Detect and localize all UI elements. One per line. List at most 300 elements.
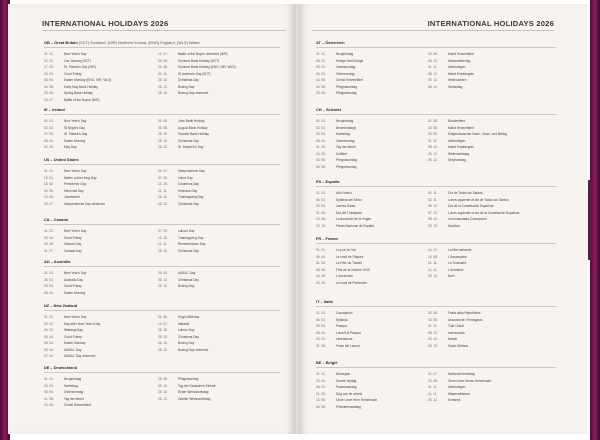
- holiday-date: 03. 04.: [44, 235, 54, 240]
- holiday-name: Weihnachtstag: [448, 151, 470, 156]
- holiday-name: Karfreitag: [336, 132, 350, 136]
- holiday-date: 25. 05.: [316, 280, 326, 285]
- holiday-date: 07. 09.: [158, 175, 168, 180]
- holiday-row: [44, 290, 86, 297]
- holiday-date: 01. 05.: [316, 210, 326, 215]
- holiday-name: Thanksgiving Day: [178, 235, 204, 240]
- holiday-name: Christmas Day: [178, 201, 199, 206]
- holiday-date: 06. 04.: [316, 385, 326, 389]
- holiday-date: 02. 01.: [44, 321, 54, 326]
- holiday-name: Goede Vrijdag: [336, 378, 357, 383]
- holiday-date: 08. 12.: [428, 217, 438, 221]
- holiday-name: Remembrance Day: [178, 242, 206, 246]
- holiday-name: August Bank Holiday: [178, 125, 208, 130]
- holiday-name: Paasmaandag: [336, 385, 357, 389]
- holiday-row: [158, 248, 205, 255]
- holiday-name: Juneteenth: [64, 195, 80, 199]
- holiday-date: 03. 08.: [158, 58, 168, 63]
- country-heading: [316, 236, 556, 242]
- holiday-name: Canada Day: [64, 248, 82, 253]
- holiday-date: 06. 04.: [44, 290, 54, 295]
- holiday-date: 24. 05.: [316, 158, 326, 162]
- holiday-date: 01. 11.: [428, 138, 438, 143]
- holiday-date: 28. 12.: [158, 91, 168, 95]
- country-section: [316, 107, 556, 170]
- holiday-date: 02. 01.: [44, 58, 54, 63]
- holiday-date: 06. 12.: [428, 204, 438, 208]
- holiday-name: Liberazione: [336, 337, 353, 341]
- holiday-name: Boxing Day observed: [178, 347, 209, 352]
- holiday-row: [316, 404, 377, 411]
- holiday-name: ANZAC Day: [178, 271, 196, 275]
- holiday-name: Nationalfeiertag: [448, 58, 471, 63]
- country-heading: [316, 107, 556, 113]
- holiday-name: Labor Day: [178, 175, 193, 180]
- holiday-name: Erster Weihnachtstag: [178, 390, 209, 394]
- holiday-columns: [316, 371, 556, 410]
- holiday-name: Day after New Year's Day: [64, 321, 101, 326]
- holiday-name: Christi Himmelfahrt: [336, 78, 364, 82]
- holiday-name: La Inmaculada Concepción: [448, 217, 487, 221]
- holiday-name: October Bank Holiday: [178, 132, 210, 136]
- holiday-date: 19. 06.: [44, 195, 54, 199]
- holiday-date: 11. 11.: [428, 391, 438, 396]
- holiday-name: Neujahrstag: [336, 52, 354, 56]
- holiday-name: Immacolata: [448, 330, 465, 335]
- country-heading: [44, 303, 280, 309]
- holiday-row: [316, 280, 370, 287]
- holiday-date: 01. 06.: [158, 119, 168, 123]
- holiday-columns: [44, 228, 280, 254]
- holiday-date: 01. 06.: [158, 315, 168, 319]
- left-page: [8, 4, 296, 434]
- holiday-date: 07. 12.: [428, 210, 438, 215]
- holiday-date: 05. 04.: [44, 390, 54, 394]
- country-name: AT – Österreich: [316, 40, 345, 45]
- holiday-name: Pfingstmontag: [336, 164, 357, 169]
- holiday-name: Ostersonntag: [336, 65, 356, 69]
- holiday-date: 24. 05.: [316, 84, 326, 89]
- holiday-date: 25. 05.: [316, 164, 326, 169]
- country-name: IE – Ireland: [44, 107, 65, 112]
- holiday-row: [428, 397, 491, 404]
- holiday-name: St. Stephen's Day: [178, 145, 204, 149]
- holiday-row: [158, 144, 209, 151]
- holiday-name: Christmas Day: [178, 277, 199, 282]
- holiday-name: Boxing Day: [178, 341, 195, 345]
- holiday-name: Memorial Day: [64, 188, 84, 193]
- holiday-name: Auffahrt: [336, 151, 348, 156]
- holiday-name: La Toussaint: [448, 261, 466, 265]
- holiday-row: [44, 248, 86, 255]
- holiday-name: Easter Monday (ENG, NIR, WLS): [64, 78, 112, 82]
- holiday-date: 04. 05.: [44, 145, 54, 149]
- holiday-date: 01. 01.: [44, 271, 54, 275]
- holiday-date: 01. 05.: [316, 261, 326, 265]
- holiday-date: 08. 12.: [428, 330, 438, 335]
- holiday-date: 01. 01.: [316, 311, 326, 315]
- holiday-date: 13. 07.: [44, 97, 54, 102]
- country-heading: [316, 40, 556, 46]
- holiday-row: [428, 343, 483, 350]
- holiday-date: 01. 01.: [316, 248, 326, 252]
- holiday-row: [316, 223, 374, 230]
- holiday-date: 01. 07.: [44, 248, 54, 253]
- country-heading: [44, 365, 280, 371]
- holiday-date: 18. 05.: [44, 242, 54, 246]
- section-rule: [316, 306, 556, 307]
- holiday-name: Zweiter Weihnachtstag: [178, 396, 211, 401]
- holiday-date: 02. 11.: [428, 197, 438, 202]
- holiday-name: Nieuwjaar: [336, 372, 351, 376]
- holiday-date: 01. 01.: [316, 191, 326, 195]
- holiday-date: 06. 01.: [316, 317, 326, 322]
- holiday-name: Labour Day: [178, 229, 195, 233]
- country-section: [44, 365, 280, 409]
- title-rule: [42, 30, 286, 31]
- country-name: GB – Great Britain: [44, 40, 78, 45]
- holiday-name: Epifania: [336, 317, 348, 322]
- holiday-name: Boxing Day: [178, 284, 195, 288]
- right-page: [298, 4, 588, 434]
- holiday-row: [316, 90, 363, 97]
- holiday-name: Onze Lieve Vrouw Hemelvaart: [448, 378, 492, 383]
- holiday-date: 01. 11.: [428, 385, 438, 389]
- holiday-name: Día de la Constitución Española: [448, 204, 494, 208]
- holiday-row: [316, 164, 357, 171]
- country-section: [44, 107, 280, 151]
- holiday-row: [316, 343, 361, 350]
- holiday-name: Mariä Himmelfahrt: [448, 125, 475, 130]
- holiday-date: 02. 01.: [316, 125, 326, 130]
- holiday-column: [158, 118, 209, 151]
- holiday-date: 26. 12.: [158, 396, 168, 401]
- holiday-date: 03. 08.: [158, 125, 168, 130]
- holiday-date: 04. 05.: [44, 84, 54, 89]
- holiday-date: 01. 01.: [44, 119, 54, 123]
- holiday-name: Easter Monday: [64, 290, 86, 295]
- holiday-row: [44, 144, 87, 151]
- holiday-name: Lunedì di Pasqua: [336, 330, 361, 335]
- holiday-date: 25. 12.: [158, 248, 168, 253]
- holiday-date: 15. 08.: [428, 378, 438, 383]
- holiday-name: St Andrew's Day (SCT): [178, 71, 211, 76]
- section-rule: [44, 372, 280, 373]
- region-note: (SCT) Scotland, (NIR) Northern Ireland, (ENG) England, (WLS) Wales: [78, 40, 200, 45]
- country-heading: [316, 179, 556, 185]
- holiday-date: 03. 07.: [44, 201, 54, 206]
- holiday-date: 01. 01.: [316, 119, 326, 123]
- holiday-date: 25. 12.: [428, 398, 438, 402]
- holiday-name: Assunzione / Ferragosto: [448, 317, 483, 322]
- holiday-date: 01. 01.: [44, 52, 54, 56]
- holiday-date: 25. 05.: [158, 377, 168, 381]
- holiday-name: Allerheiligen: [448, 65, 466, 69]
- section-rule: [44, 224, 280, 225]
- country-section: [44, 157, 280, 207]
- holiday-name: Eidgenössischer Dank-, Buss- und Bettag: [448, 132, 507, 136]
- holiday-name: Bundesfeier: [448, 119, 466, 123]
- holiday-date: 14. 05.: [316, 151, 326, 156]
- holiday-name: Neujahrstag: [336, 119, 354, 123]
- holiday-row: [44, 353, 100, 360]
- country-section: [316, 179, 556, 229]
- holiday-name: La fête nationale: [448, 248, 472, 252]
- country-name: BE – België: [316, 360, 338, 365]
- holiday-date: 11. 11.: [158, 188, 168, 193]
- holiday-date: 03. 10.: [158, 383, 168, 388]
- holiday-date: 01. 11.: [428, 324, 438, 328]
- country-section: [316, 40, 556, 97]
- holiday-date: 01. 08.: [428, 119, 438, 123]
- holiday-date: 02. 06.: [428, 311, 438, 315]
- holiday-name: Veterans Day: [178, 188, 198, 193]
- holiday-name: Waitangi Day: [64, 328, 83, 332]
- holiday-name: Nationale feestdag: [448, 372, 475, 376]
- holiday-name: Mariä Empfängnis: [448, 71, 474, 76]
- holiday-name: Spring Bank Holiday: [64, 91, 93, 95]
- holiday-date: 04. 07.: [158, 169, 168, 173]
- holiday-date: 16. 02.: [44, 182, 54, 186]
- holiday-column: [316, 118, 357, 170]
- holiday-date: 12. 07.: [158, 52, 168, 56]
- holiday-name: Ostersonntag: [64, 390, 84, 394]
- holiday-date: 01. 01.: [316, 372, 326, 376]
- holiday-columns: [44, 118, 280, 151]
- holiday-date: 01. 05.: [44, 396, 54, 401]
- holiday-row: [158, 396, 215, 403]
- holiday-date: 19. 01.: [44, 175, 54, 180]
- country-name: IT – Italia: [316, 299, 333, 304]
- holiday-date: 25. 12.: [158, 78, 168, 82]
- holiday-name: Martin Luther King Day: [64, 175, 97, 180]
- holiday-name: Early May Bank Holiday: [64, 84, 98, 89]
- holiday-date: 26. 12.: [158, 341, 168, 345]
- holiday-date: 25. 12.: [428, 223, 438, 228]
- holiday-date: 03. 04.: [44, 71, 54, 76]
- holiday-date: 01. 05.: [316, 391, 326, 396]
- holiday-date: 06. 04.: [316, 138, 326, 143]
- holiday-name: Navidad: [448, 223, 460, 228]
- holiday-name: Le lundi de Pentecôte: [336, 280, 367, 285]
- holiday-date: 06. 04.: [316, 71, 326, 76]
- holiday-columns: [44, 314, 280, 360]
- holiday-date: 02. 02.: [44, 125, 54, 130]
- holiday-date: 01. 01.: [44, 229, 54, 233]
- holiday-name: Battle of the Boyne observed (NIR): [178, 52, 228, 56]
- holiday-name: Pasqua: [336, 324, 347, 328]
- holiday-name: Boxing Day observed: [178, 91, 209, 95]
- country-heading: [316, 299, 556, 305]
- holiday-column: [158, 228, 205, 254]
- holiday-name: Good Friday: [64, 235, 82, 240]
- page-title: INTERNATIONAL HOLIDAYS 2026: [42, 19, 169, 28]
- holiday-column: [158, 376, 215, 402]
- holiday-column: [158, 168, 205, 207]
- holiday-date: 25. 12.: [428, 274, 438, 278]
- holiday-name: New Year's Day: [64, 169, 87, 173]
- holiday-column: [44, 228, 86, 254]
- holiday-date: 21. 07.: [428, 372, 438, 376]
- holiday-date: 25. 12.: [158, 390, 168, 394]
- holiday-column: [428, 371, 491, 404]
- holiday-date: 01. 11.: [428, 65, 438, 69]
- holiday-date: 06. 04.: [316, 254, 326, 259]
- section-rule: [316, 186, 556, 187]
- country-section: [44, 40, 280, 103]
- holiday-date: 08. 05.: [316, 267, 326, 272]
- holiday-row: [428, 223, 519, 230]
- holiday-date: 15. 08.: [316, 217, 326, 221]
- holiday-name: Easter Monday: [64, 341, 86, 345]
- holiday-date: 12. 10.: [158, 182, 168, 186]
- holiday-date: 07. 09.: [158, 229, 168, 233]
- holiday-column: [428, 51, 474, 90]
- holiday-date: 15. 08.: [428, 52, 438, 56]
- holiday-name: Christmas Day: [178, 248, 199, 253]
- holiday-date: 25. 04.: [158, 271, 168, 275]
- holiday-date: 26. 10.: [158, 328, 168, 332]
- holiday-name: New Year's Day: [64, 271, 87, 275]
- holiday-date: 25. 12.: [428, 78, 438, 82]
- holiday-date: 26. 11.: [158, 195, 168, 199]
- holiday-name: Tutti i Santi: [448, 324, 464, 328]
- holiday-name: Tag der Arbeit: [336, 145, 356, 149]
- holiday-name: New Year's Day: [64, 229, 87, 233]
- holiday-name: Kerstmis: [448, 398, 461, 402]
- section-rule: [44, 114, 280, 115]
- holiday-name: Karfreitag: [64, 383, 78, 388]
- holiday-name: Santo Stefano: [448, 343, 469, 348]
- holiday-column: [158, 270, 199, 290]
- holiday-date: 01. 01.: [44, 315, 54, 319]
- country-name: CH – Schweiz: [316, 107, 342, 112]
- holiday-name: Summer Bank Holiday (SCT): [178, 58, 220, 63]
- holiday-name: Pinkstermaandag: [336, 404, 361, 409]
- country-section: [316, 360, 556, 410]
- holiday-date: 11. 11.: [158, 242, 168, 246]
- holiday-date: 08. 12.: [428, 145, 438, 149]
- holiday-name: Mariä Empfängnis: [448, 145, 474, 149]
- holiday-name: Presidents' Day: [64, 182, 87, 186]
- holiday-date: 05. 04.: [316, 65, 326, 69]
- holiday-date: 14. 05.: [316, 398, 326, 402]
- holiday-date: 06. 04.: [44, 341, 54, 345]
- holiday-name: Stefanitag: [448, 84, 463, 89]
- section-rule: [44, 310, 280, 311]
- holiday-name: L'Ascension: [336, 274, 354, 278]
- section-rule: [316, 114, 556, 115]
- holiday-columns: [44, 168, 280, 207]
- section-rule: [44, 164, 280, 165]
- holiday-columns: [44, 51, 280, 103]
- holiday-name: La Asunción de la Virgen: [336, 217, 372, 221]
- holiday-name: Mariä Himmelfahrt: [448, 52, 475, 56]
- section-rule: [44, 266, 280, 267]
- holiday-date: 01. 01.: [316, 52, 326, 56]
- holiday-name: St. Patrick's Day (NIR): [64, 65, 96, 69]
- holiday-column: [44, 376, 91, 409]
- holiday-column: [316, 371, 377, 410]
- holiday-name: Día de Todos los Santos: [448, 191, 483, 195]
- holiday-name: King's Birthday: [178, 315, 200, 319]
- country-name: NZ – New Zealand: [44, 303, 78, 308]
- page-title: INTERNATIONAL HOLIDAYS 2026: [427, 19, 554, 28]
- holiday-name: Ostermontag: [336, 138, 355, 143]
- holiday-date: 14. 05.: [44, 403, 54, 407]
- holiday-date: 15. 08.: [428, 125, 438, 130]
- holiday-name: Columbus Day: [178, 182, 199, 186]
- holiday-name: Neujahrstag: [64, 377, 82, 381]
- holiday-date: 26. 01.: [44, 277, 54, 282]
- holiday-date: 01. 05.: [316, 145, 326, 149]
- holiday-name: ANZAC Day: [64, 347, 82, 352]
- country-section: [316, 299, 556, 349]
- holiday-date: 25. 05.: [44, 188, 54, 193]
- holiday-name: Allerheiligen: [448, 385, 466, 389]
- holiday-columns: [316, 118, 556, 170]
- holiday-name: Pfingstmontag: [178, 377, 199, 381]
- holiday-name: Victoria Day: [64, 242, 82, 246]
- holiday-column: [44, 314, 100, 360]
- holiday-name: Easter Monday: [64, 138, 86, 143]
- holiday-date: 01. 11.: [428, 191, 438, 195]
- holiday-date: 25. 05.: [316, 404, 326, 409]
- holiday-date: 27. 04.: [44, 354, 54, 358]
- section-rule: [316, 243, 556, 244]
- holiday-name: Christmas Day: [178, 334, 199, 339]
- holiday-date: 30. 11.: [158, 71, 168, 76]
- holiday-date: 06. 01.: [316, 58, 326, 63]
- country-name: AU – Australia: [44, 259, 71, 264]
- holiday-name: Noël: [448, 274, 455, 278]
- holiday-column: [316, 190, 374, 229]
- holiday-date: 03. 04.: [316, 132, 326, 136]
- holiday-date: 20. 09.: [428, 132, 438, 136]
- holiday-name: Berchtoldstag: [336, 125, 356, 130]
- country-heading: [44, 259, 280, 265]
- holiday-columns: [316, 247, 556, 286]
- holiday-name: Good Friday: [64, 334, 82, 339]
- holiday-column: [44, 51, 111, 103]
- holiday-column: [428, 310, 483, 349]
- holiday-date: 14. 07.: [428, 248, 438, 252]
- holiday-row: [158, 90, 236, 97]
- holiday-date: 25. 12.: [158, 201, 168, 206]
- holiday-date: 25. 12.: [158, 334, 168, 339]
- holiday-row: [44, 97, 111, 104]
- holiday-name: Independence Day observed: [64, 201, 105, 206]
- holiday-columns: [316, 310, 556, 349]
- holiday-name: Matariki: [178, 321, 190, 326]
- holiday-date: 28. 12.: [158, 347, 168, 352]
- holiday-date: 11. 11.: [428, 267, 438, 272]
- holiday-name: ANZAC Day observed: [64, 354, 96, 358]
- holiday-name: Pfingstsonntag: [336, 158, 358, 162]
- holiday-date: 14. 05.: [316, 274, 326, 278]
- holiday-column: [44, 168, 105, 207]
- holiday-row: [158, 347, 208, 354]
- holiday-name: Tag der Arbeit: [64, 396, 84, 401]
- country-heading: [316, 360, 556, 366]
- country-heading: [44, 217, 280, 223]
- holiday-columns: [44, 376, 280, 409]
- holiday-name: Australia Day: [64, 277, 83, 282]
- holiday-name: L'Assomption: [448, 254, 468, 259]
- holiday-date: 02. 04.: [316, 204, 326, 208]
- holiday-name: Festa della Repubblica: [448, 311, 481, 315]
- holiday-date: 10. 07.: [158, 321, 168, 326]
